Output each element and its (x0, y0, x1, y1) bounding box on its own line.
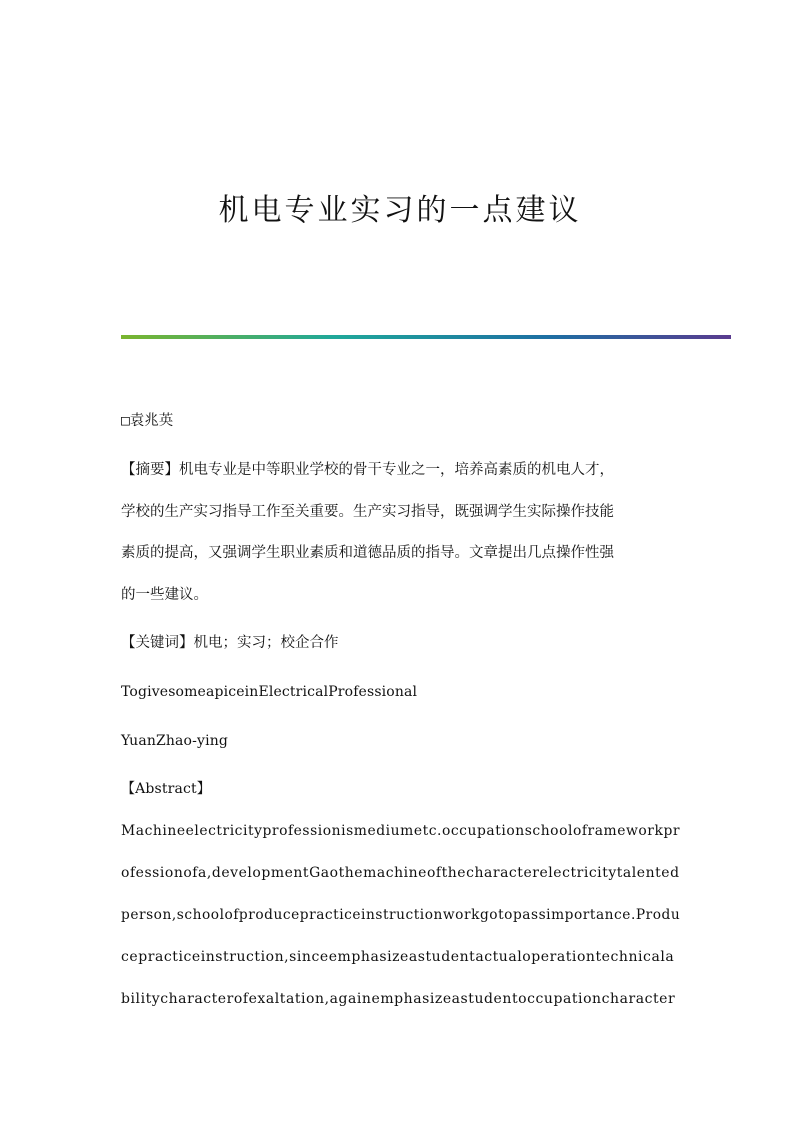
abstract-zh-line-4: 的一些建议。 (121, 587, 208, 603)
abstract-zh-line-3: 素质的提高，又强调学生职业素质和道德品质的指导。文章提出几点操作性强 (121, 545, 614, 561)
abstract-zh-line-2: 学校的生产实习指导工作至关重要。生产实习指导，既强调学生实际操作技能 (121, 504, 614, 520)
title-divider (121, 335, 731, 339)
english-title: TogivesomeapiceinElectricalProfessional (121, 684, 418, 700)
abstract-zh-line-1: 【摘要】机电专业是中等职业学校的骨干专业之一，培养高素质的机电人才， (121, 462, 614, 478)
abstract-en-line-3: person,schoolofproducepracticeinstructionworkgotopassimportance.Produ (121, 907, 681, 923)
abstract-en-line-4: cepracticeinstruction,sinceemphasizeastudentactualoperationtechnicala (121, 949, 675, 965)
abstract-en-line-1: Machineelectricityprofessionismediumetc.occupationschooloframeworkpr (121, 823, 681, 839)
english-abstract-label: 【Abstract】 (121, 781, 211, 797)
english-author: YuanZhao-ying (121, 733, 228, 749)
abstract-en-line-2: ofessionofa,developmentGaothemachineofthecharacterelectricitytalented (121, 865, 680, 881)
abstract-en-line-5: bilitycharacterofexaltation,againemphasizeastudentoccupationcharacter (121, 991, 676, 1007)
page-title: 机电专业实习的一点建议 (218, 193, 582, 228)
keywords-line: 【关键词】机电；实习；校企合作 (121, 635, 339, 651)
author-line: □袁兆英 (121, 413, 174, 429)
